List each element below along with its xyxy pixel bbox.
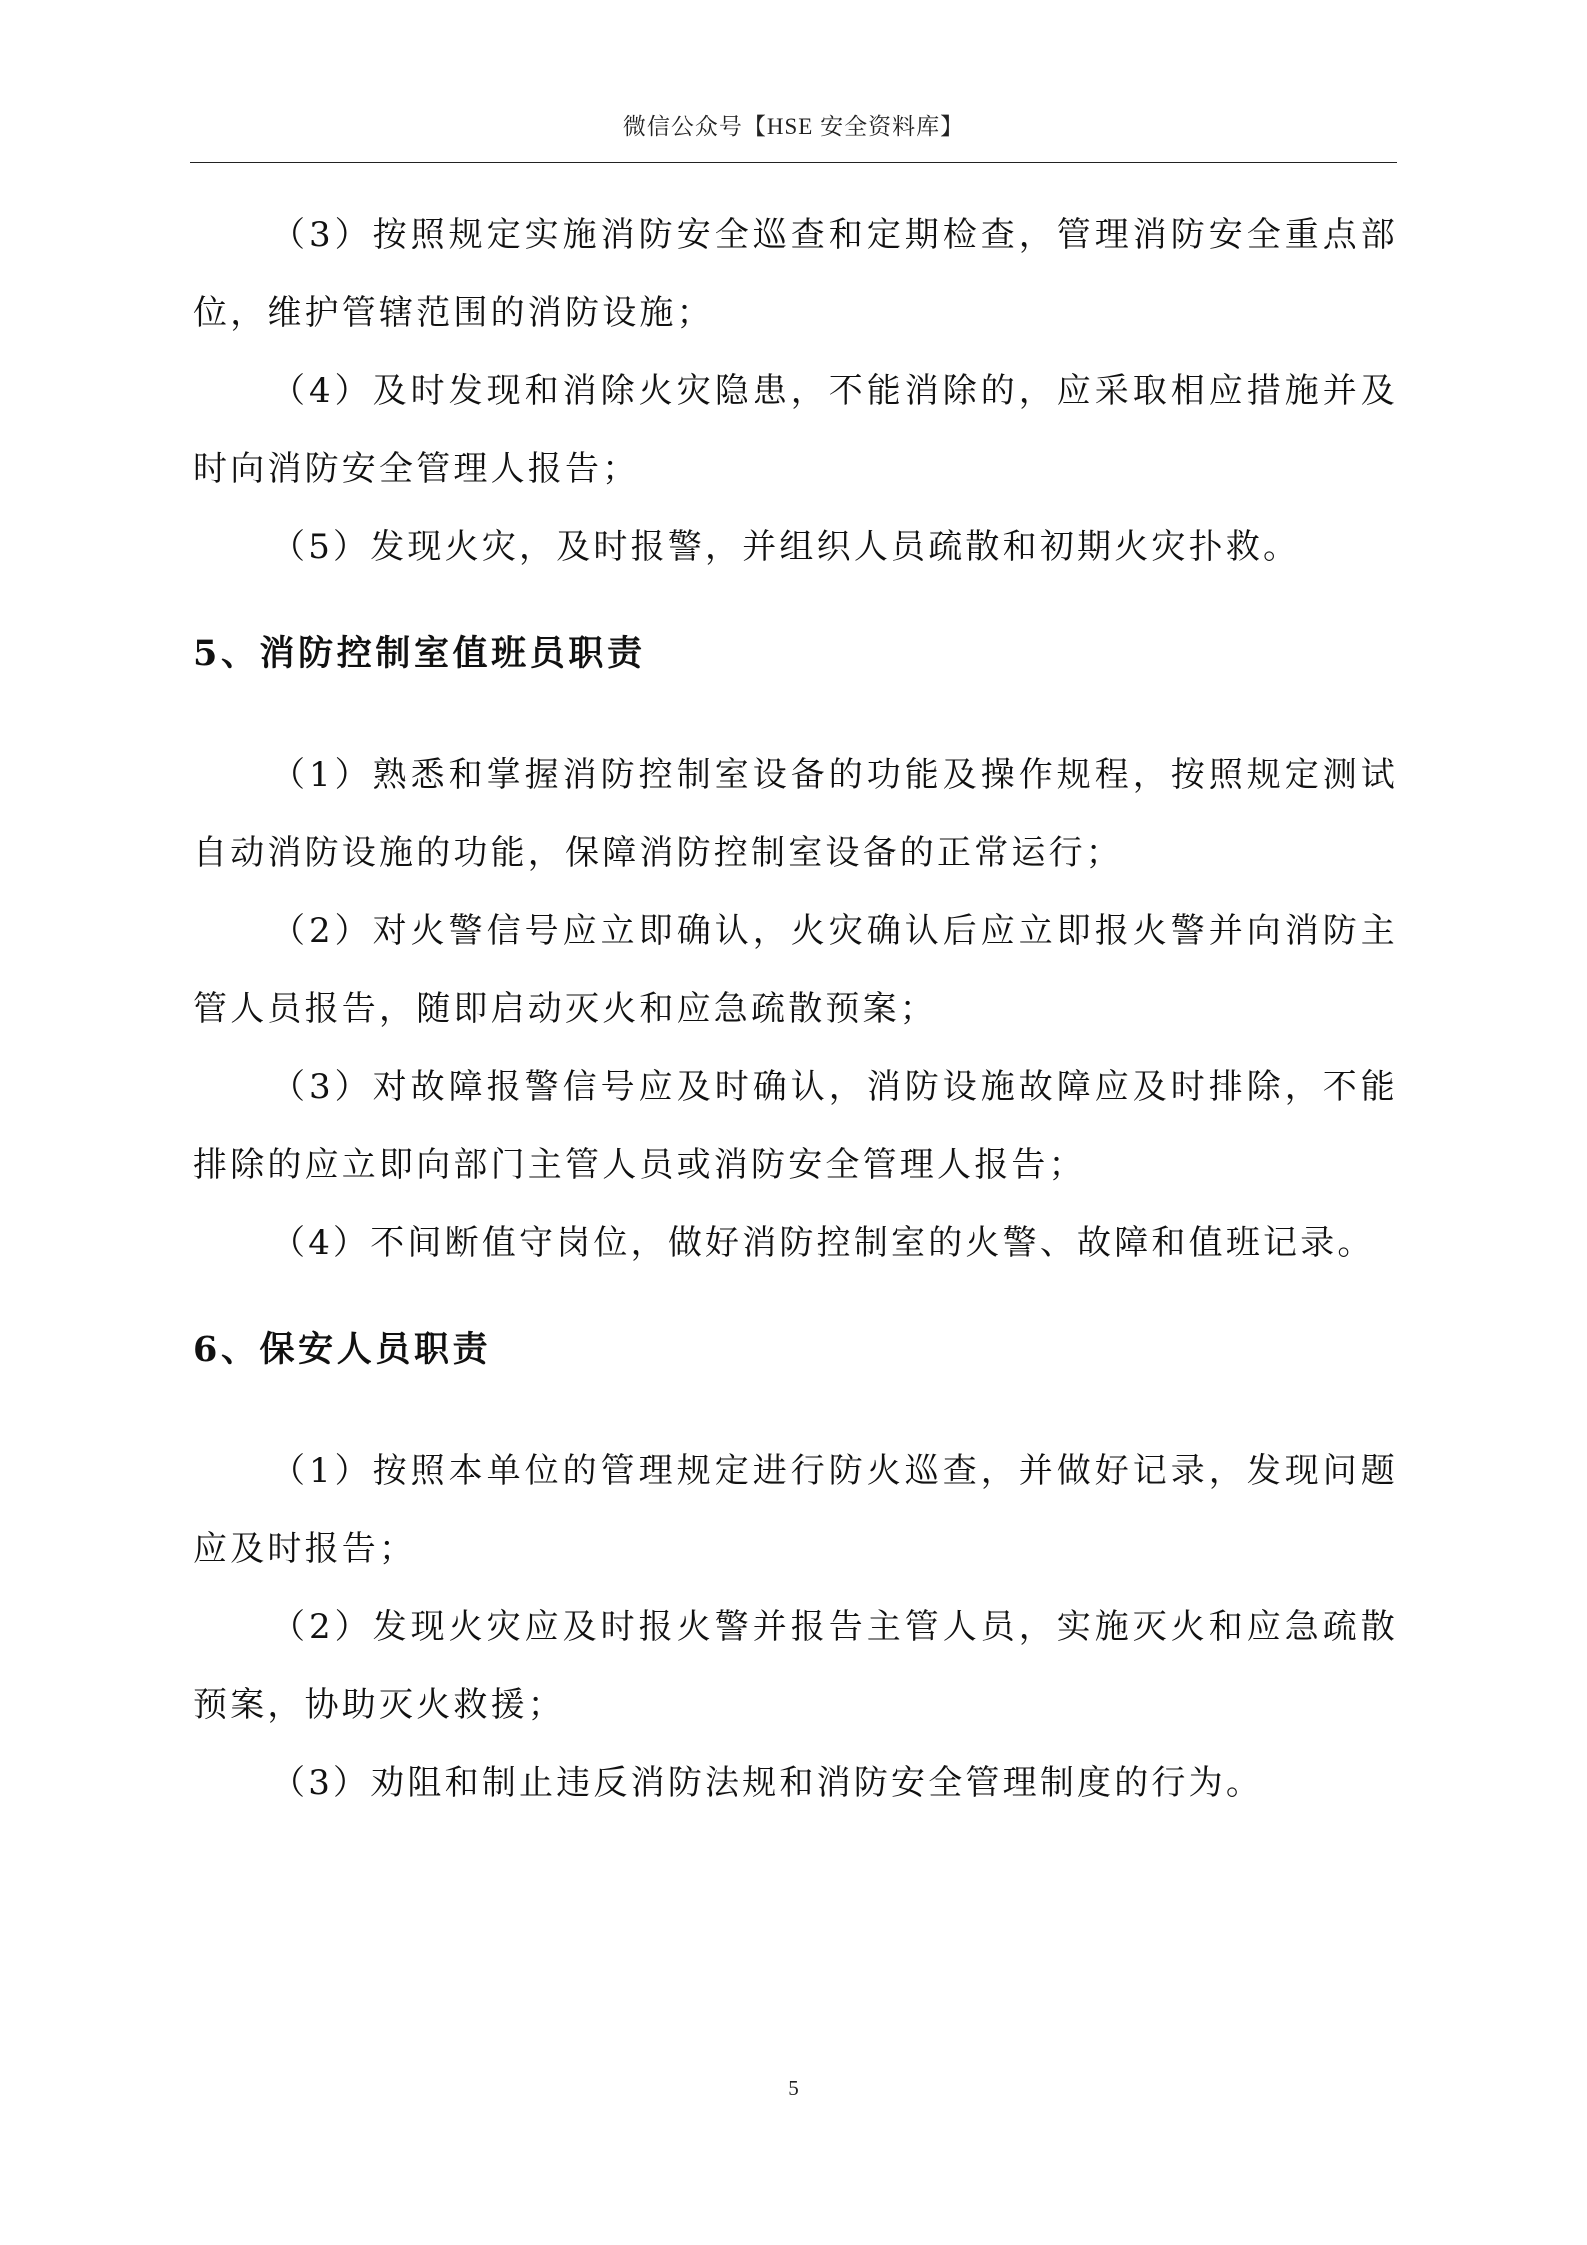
paragraph-duty-4: （4）及时发现和消除火灾隐患，不能消除的，应采取相应措施并及时向消防安全管理人报告； — [193, 371, 1398, 489]
paragraph-control-room-1: （1）熟悉和掌握消防控制室设备的功能及操作规程，按照规定测试自动消防设施的功能，保障消防控制室设备的正常运行； — [193, 755, 1398, 873]
paragraph-control-room-2: （2）对火警信号应立即确认，火灾确认后应立即报火警并向消防主管人员报告，随即启动灭火和应急疏散预案； — [193, 911, 1398, 1029]
document-body — [193, 196, 1398, 1822]
paragraph-security-2: （2）发现火灾应及时报火警并报告主管人员，实施灭火和应急疏散预案，协助灭火救援； — [193, 1607, 1398, 1725]
paragraph-control-room-3: （3）对故障报警信号应及时确认，消防设施故障应及时排除，不能排除的应立即向部门主管人员或消防安全管理人报告； — [193, 1067, 1398, 1185]
paragraph-duty-5: （5）发现火灾，及时报警，并组织人员疏散和初期火灾扑救。 — [271, 527, 1301, 567]
section-title-control-room: 5、消防控制室值班员职责 — [193, 633, 646, 674]
page-number: 5 — [788, 2076, 799, 2100]
page-header: 微信公众号【HSE 安全资料库】 — [622, 114, 965, 139]
paragraph-security-3: （3）劝阻和制止违反消防法规和消防安全管理制度的行为。 — [271, 1763, 1264, 1803]
section-title-security: 6、保安人员职责 — [193, 1329, 492, 1370]
paragraph-security-1: （1）按照本单位的管理规定进行防火巡查，并做好记录，发现问题应及时报告； — [193, 1451, 1398, 1569]
header-divider — [190, 162, 1397, 163]
paragraph-control-room-4: （4）不间断值守岗位，做好消防控制室的火警、故障和值班记录。 — [271, 1223, 1375, 1263]
paragraph-duty-3: （3）按照规定实施消防安全巡查和定期检查，管理消防安全重点部位，维护管辖范围的消防设施； — [193, 215, 1398, 333]
